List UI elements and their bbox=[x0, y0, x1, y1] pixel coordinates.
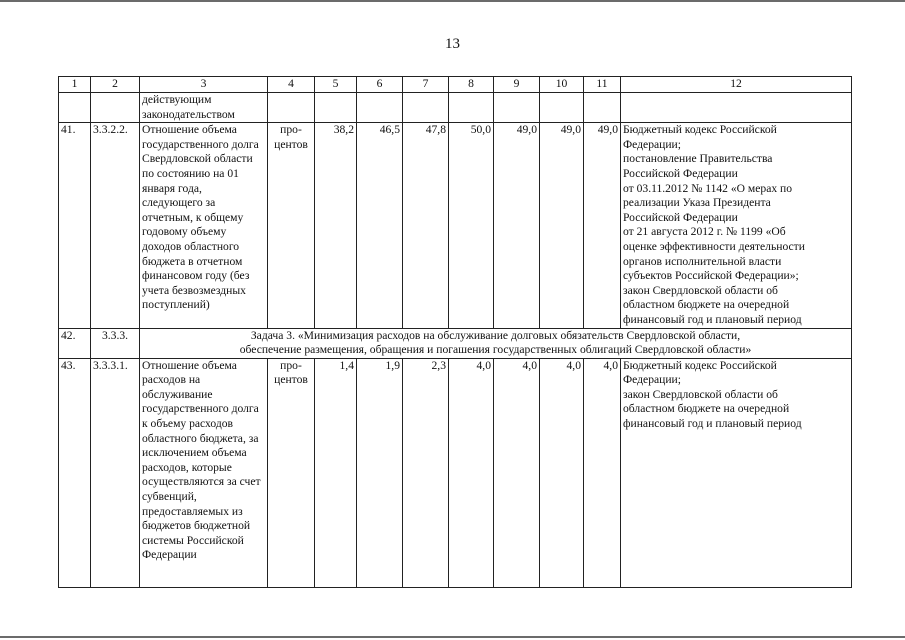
value-cell: 1,9 bbox=[357, 358, 403, 587]
column-number: 9 bbox=[494, 77, 540, 93]
source-line: Федерации; bbox=[623, 137, 681, 151]
source-documents bbox=[621, 123, 852, 328]
continuation-row bbox=[59, 93, 852, 123]
column-number-row bbox=[59, 77, 852, 93]
indicator-text: Отношение объема государственного долга Свердловской области по состоянию на 01 января года, следующего за отчетным, к общему годовому объему доходов областного бюджета в отчетном финансовом году (без учета безвозмездных поступлений) bbox=[140, 123, 268, 328]
row-number: 42. bbox=[59, 328, 91, 358]
source-line: Бюджетный кодекс Российской bbox=[623, 358, 777, 372]
value-cell: 49,0 bbox=[540, 123, 584, 328]
task-heading bbox=[140, 328, 852, 358]
source-line: областном бюджете на очередной bbox=[623, 402, 790, 416]
value-cell: 1,4 bbox=[315, 358, 357, 587]
row-code: 3.3.3. bbox=[91, 328, 140, 358]
indicators-table bbox=[58, 76, 852, 588]
task-line: обеспечение размещения, обращения и погашения государственных облигаций Свердловской области» bbox=[239, 343, 752, 357]
indicator-text: Отношение объема расходов на обслуживание государственного долга к объему расходов областного бюджета, за исключением объема расходов, которые осуществляются за счет субвенций, предоставляемых из бюджетов бюджетной системы Российской Федерации bbox=[140, 358, 268, 587]
value-cell: 38,2 bbox=[315, 123, 357, 328]
scan-top-edge bbox=[0, 0, 905, 2]
indicator-continuation: действующим законодательством bbox=[140, 93, 268, 123]
column-number: 1 bbox=[59, 77, 91, 93]
value-cell: 4,0 bbox=[494, 358, 540, 587]
source-line: от 03.11.2012 № 1142 «О мерах по bbox=[623, 181, 793, 195]
value-cell: 4,0 bbox=[540, 358, 584, 587]
column-number: 12 bbox=[621, 77, 852, 93]
unit: про- центов bbox=[268, 123, 315, 328]
source-line: областном бюджете на очередной bbox=[623, 298, 790, 312]
source-line: Российской Федерации bbox=[623, 166, 738, 180]
column-number: 2 bbox=[91, 77, 140, 93]
row-number: 43. bbox=[59, 358, 91, 587]
value-cell: 46,5 bbox=[357, 123, 403, 328]
task-line: Задача 3. «Минимизация расходов на обслуживание долговых обязательств Свердловской области, bbox=[250, 328, 741, 342]
row-code: 3.3.3.1. bbox=[91, 358, 140, 587]
table-row-42 bbox=[59, 328, 852, 358]
row-code: 3.3.2.2. bbox=[91, 123, 140, 328]
column-number: 6 bbox=[357, 77, 403, 93]
value-cell: 50,0 bbox=[449, 123, 494, 328]
column-number: 5 bbox=[315, 77, 357, 93]
source-line: органов исполнительной власти bbox=[623, 254, 782, 268]
scan-bottom-edge bbox=[0, 636, 905, 638]
source-line: от 21 августа 2012 г. № 1199 «Об bbox=[623, 225, 786, 239]
value-cell: 4,0 bbox=[449, 358, 494, 587]
column-number: 4 bbox=[268, 77, 315, 93]
column-number: 3 bbox=[140, 77, 268, 93]
source-line: финансовый год и плановый период bbox=[623, 312, 802, 326]
value-cell: 49,0 bbox=[584, 123, 621, 328]
table-row-43 bbox=[59, 358, 852, 587]
column-number: 10 bbox=[540, 77, 584, 93]
source-line: Бюджетный кодекс Российской bbox=[623, 123, 777, 137]
source-line: оценке эффективности деятельности bbox=[623, 239, 805, 253]
value-cell: 2,3 bbox=[403, 358, 449, 587]
source-line: закон Свердловской области об bbox=[623, 283, 778, 297]
source-line: субъектов Российской Федерации»; bbox=[623, 269, 799, 283]
source-line: Федерации; bbox=[623, 373, 681, 387]
column-number: 8 bbox=[449, 77, 494, 93]
source-documents bbox=[621, 358, 852, 587]
value-cell: 47,8 bbox=[403, 123, 449, 328]
unit: про- центов bbox=[268, 358, 315, 587]
column-number: 7 bbox=[403, 77, 449, 93]
table-row-41 bbox=[59, 123, 852, 328]
value-cell: 49,0 bbox=[494, 123, 540, 328]
source-line: реализации Указа Президента bbox=[623, 196, 771, 210]
source-line: закон Свердловской области об bbox=[623, 387, 778, 401]
source-line: финансовый год и плановый период bbox=[623, 417, 802, 431]
page-number: 13 bbox=[445, 36, 460, 52]
row-number: 41. bbox=[59, 123, 91, 328]
column-number: 11 bbox=[584, 77, 621, 93]
value-cell: 4,0 bbox=[584, 358, 621, 587]
source-line: постановление Правительства bbox=[623, 152, 773, 166]
source-line: Российской Федерации bbox=[623, 210, 738, 224]
